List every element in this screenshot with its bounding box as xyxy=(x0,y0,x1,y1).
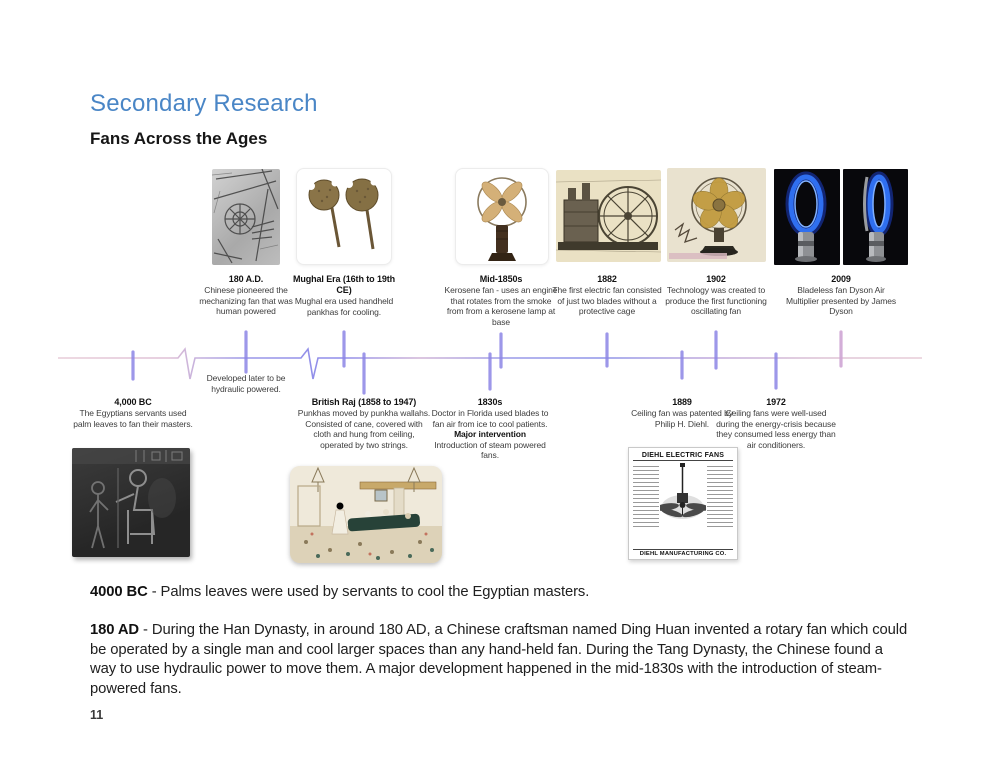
event-bold-note: Major intervention xyxy=(454,429,526,440)
event-desc: The first electric fan consisted of just two blades without a protective cage xyxy=(552,285,662,317)
event-1830s-caption xyxy=(429,397,551,461)
paragraph-lead: 4000 BC xyxy=(90,584,148,600)
event-title: 180 A.D. xyxy=(228,274,264,284)
kerosene-fan-graphic xyxy=(456,169,548,264)
dyson-front-view xyxy=(774,169,840,265)
first-electric-fan-image xyxy=(556,170,661,262)
event-1972-caption xyxy=(714,397,838,450)
event-desc: Developed later to be hydraulic powered. xyxy=(206,373,286,394)
event-title: 1902 xyxy=(706,274,726,284)
event-british-raj-caption xyxy=(297,397,431,450)
paragraph-180ad xyxy=(90,621,912,699)
event-1902-caption xyxy=(659,274,773,317)
event-hydraulic-note xyxy=(191,373,301,394)
timeline-axis xyxy=(55,330,925,402)
paragraph-4000bc xyxy=(90,583,912,603)
event-4000bc-caption xyxy=(70,397,196,429)
event-title: 2009 xyxy=(831,274,851,284)
event-1882-caption xyxy=(550,274,664,317)
section-title: Secondary Research xyxy=(90,90,318,117)
event-title: Mid-1850s xyxy=(479,274,523,284)
event-180ad-caption xyxy=(189,274,303,317)
event-2009-caption xyxy=(784,274,898,317)
ceiling-fan-graphic xyxy=(660,463,706,533)
paragraph-text: - During the Han Dynasty, in around 180 AD, a Chinese craftsman named Ding Huan invented a rotary fan which could be operated by a single man and cool larger spaces than any hand-held fan. During the Tang Dynasty, the Chinese found a way to use hydraulic power to move them. A major development happened in the mid-1830s with the introduction of steam-powered fans. xyxy=(90,622,908,697)
event-desc: Mughal era used handheld pankhas for cooling. xyxy=(294,296,394,317)
event-title: 4,000 BC xyxy=(114,397,152,407)
diehl-ad-header: DIEHL ELECTRIC FANS xyxy=(633,452,733,461)
event-desc: Bladeless fan Dyson Air Multiplier presented by James Dyson xyxy=(785,285,896,317)
event-desc: The Egyptians servants used palm leaves to fan their masters. xyxy=(73,408,193,429)
pankhas-graphic xyxy=(297,169,391,264)
event-title: Mughal Era (16th to 19th CE) xyxy=(292,274,396,296)
event-desc: Punkhas moved by punkha wallahs. Consisted of cane, covered with cloth and hung from ceiling, operated by two strings. xyxy=(297,408,431,450)
event-title: 1830s xyxy=(477,397,503,407)
event-desc: Ceiling fan was patented by Philip H. Diehl. xyxy=(631,408,733,429)
egyptian-relief-graphic xyxy=(72,448,190,557)
event-title: 1972 xyxy=(766,397,786,407)
dyson-air-multiplier-image xyxy=(774,169,908,265)
event-title: 1889 xyxy=(672,397,692,407)
event-mid1850s-caption xyxy=(444,274,558,327)
event-desc-2: Introduction of steam powered fans. xyxy=(434,439,546,461)
dyson-side-graphic xyxy=(843,169,908,265)
egyptian-relief-image xyxy=(72,448,190,557)
page-heading: Fans Across the Ages xyxy=(90,129,268,148)
dyson-front-graphic xyxy=(774,169,839,265)
diehl-ad-image xyxy=(628,447,738,560)
event-mughal-caption xyxy=(287,274,401,317)
rotary-fan-engraving-graphic xyxy=(212,169,280,265)
diehl-ad-body xyxy=(633,463,733,549)
diehl-ad-footer: DIEHL MANUFACTURING CO. xyxy=(633,549,733,557)
british-raj-painting-image xyxy=(290,466,442,563)
paragraph-lead: 180 AD xyxy=(90,622,140,638)
dyson-side-view xyxy=(843,169,909,265)
han-rotary-fan-engraving-image xyxy=(212,169,280,265)
punkha-room-graphic xyxy=(290,466,442,563)
mughal-pankhas-image xyxy=(296,168,392,265)
event-title: British Raj (1858 to 1947) xyxy=(311,397,417,407)
oscillating-fan-photo xyxy=(667,168,766,262)
kerosene-fan-image xyxy=(455,168,549,265)
diehl-ad-right-text xyxy=(707,466,733,528)
diehl-ad-left-text xyxy=(633,466,659,528)
paragraph-text: - Palms leaves were used by servants to cool the Egyptian masters. xyxy=(147,584,590,600)
event-desc: Chinese pioneered the mechanizing fan that was human powered xyxy=(199,285,293,317)
event-title: 1882 xyxy=(597,274,617,284)
event-desc: Kerosene fan - uses an engine that rotates from the smoke from from a kerosene lamp at base xyxy=(444,285,558,327)
event-desc: Technology was created to produce the first functioning oscillating fan xyxy=(665,285,767,317)
page-number: 11 xyxy=(90,708,104,722)
brass-fan-graphic xyxy=(667,168,766,262)
event-desc: Doctor in Florida used blades to fan air from ice to cool patients. xyxy=(431,408,549,429)
electric-fan-engraving-graphic xyxy=(556,170,661,262)
event-desc: Ceiling fans were well-used during the energy-crisis because they consumed less energy than air conditioners. xyxy=(716,408,836,450)
